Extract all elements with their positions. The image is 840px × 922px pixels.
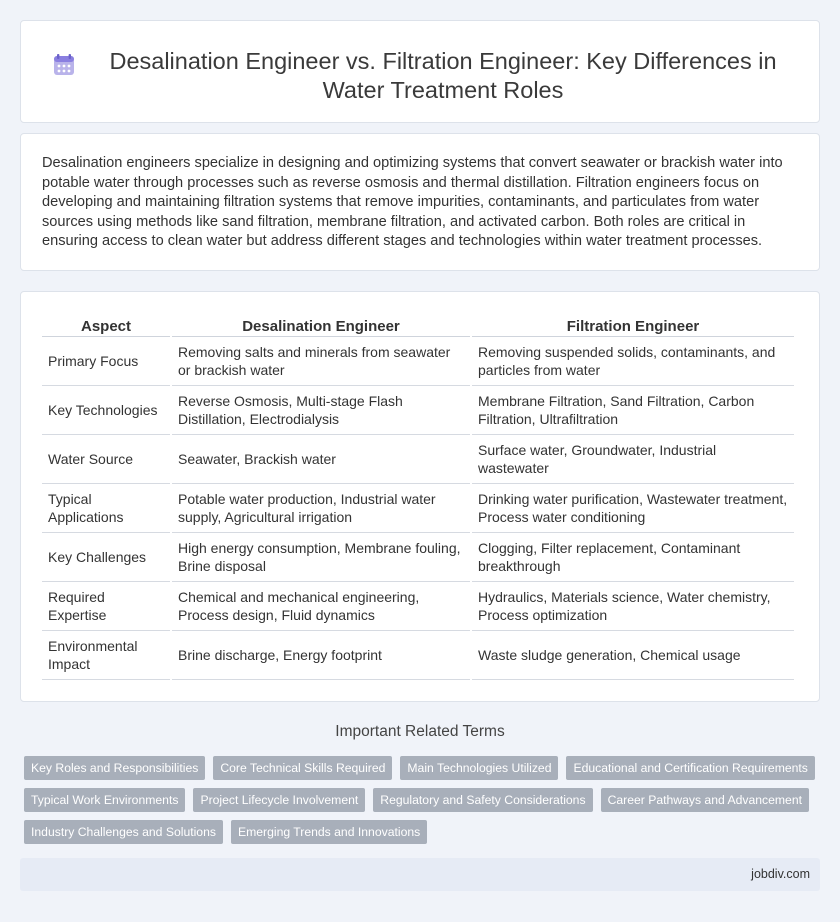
cell-desalination: Removing salts and minerals from seawater or brackish water bbox=[172, 337, 470, 386]
comparison-table bbox=[40, 312, 796, 680]
header-filtration: Filtration Engineer bbox=[472, 312, 794, 337]
cell-desalination: High energy consumption, Membrane fouling, Brine disposal bbox=[172, 533, 470, 582]
cell-desalination: Brine discharge, Energy footprint bbox=[172, 631, 470, 680]
cell-filtration: Hydraulics, Materials science, Water chemistry, Process optimization bbox=[472, 582, 794, 631]
cell-aspect: Key Technologies bbox=[42, 386, 170, 435]
cell-aspect: Typical Applications bbox=[42, 484, 170, 533]
footer-site-link[interactable]: jobdiv.com bbox=[751, 867, 810, 881]
tag-regulatory-safety[interactable]: Regulatory and Safety Considerations bbox=[373, 788, 592, 812]
title-wrap bbox=[21, 21, 819, 105]
cell-aspect: Environmental Impact bbox=[42, 631, 170, 680]
cell-filtration: Drinking water purification, Wastewater treatment, Process water conditioning bbox=[472, 484, 794, 533]
tag-row bbox=[24, 820, 824, 844]
calendar-icon bbox=[52, 53, 76, 77]
cell-aspect: Primary Focus bbox=[42, 337, 170, 386]
table-row bbox=[42, 631, 794, 680]
header-desalination: Desalination Engineer bbox=[172, 312, 470, 337]
cell-aspect: Water Source bbox=[42, 435, 170, 484]
tag-row bbox=[24, 788, 824, 812]
cell-filtration: Membrane Filtration, Sand Filtration, Carbon Filtration, Ultrafiltration bbox=[472, 386, 794, 435]
tag-project-lifecycle[interactable]: Project Lifecycle Involvement bbox=[193, 788, 365, 812]
cell-desalination: Chemical and mechanical engineering, Process design, Fluid dynamics bbox=[172, 582, 470, 631]
footer bbox=[20, 858, 820, 891]
cell-filtration: Waste sludge generation, Chemical usage bbox=[472, 631, 794, 680]
tag-main-technologies[interactable]: Main Technologies Utilized bbox=[400, 756, 558, 780]
tag-emerging-trends[interactable]: Emerging Trends and Innovations bbox=[231, 820, 427, 844]
page-title: Desalination Engineer vs. Filtration Engineer: Key Differences in Water Treatment Roles bbox=[109, 48, 777, 103]
intro-card bbox=[20, 133, 820, 271]
table-row bbox=[42, 435, 794, 484]
cell-desalination: Reverse Osmosis, Multi-stage Flash Distillation, Electrodialysis bbox=[172, 386, 470, 435]
tag-industry-challenges[interactable]: Industry Challenges and Solutions bbox=[24, 820, 223, 844]
header-aspect: Aspect bbox=[42, 312, 170, 337]
table-row bbox=[42, 484, 794, 533]
table-header-row bbox=[42, 312, 794, 337]
cell-aspect: Required Expertise bbox=[42, 582, 170, 631]
table-row bbox=[42, 582, 794, 631]
tag-education-certification[interactable]: Educational and Certification Requirements bbox=[566, 756, 814, 780]
cell-filtration: Clogging, Filter replacement, Contaminant breakthrough bbox=[472, 533, 794, 582]
tag-core-skills[interactable]: Core Technical Skills Required bbox=[213, 756, 392, 780]
cell-filtration: Surface water, Groundwater, Industrial wastewater bbox=[472, 435, 794, 484]
tag-key-roles[interactable]: Key Roles and Responsibilities bbox=[24, 756, 205, 780]
table-row bbox=[42, 533, 794, 582]
cell-desalination: Seawater, Brackish water bbox=[172, 435, 470, 484]
cell-aspect: Key Challenges bbox=[42, 533, 170, 582]
related-terms-tags bbox=[24, 756, 824, 852]
cell-filtration: Removing suspended solids, contaminants, and particles from water bbox=[472, 337, 794, 386]
cell-desalination: Potable water production, Industrial water supply, Agricultural irrigation bbox=[172, 484, 470, 533]
header-card bbox=[20, 20, 820, 123]
tag-career-pathways[interactable]: Career Pathways and Advancement bbox=[601, 788, 809, 812]
related-terms-title: Important Related Terms bbox=[335, 723, 505, 740]
table-row bbox=[42, 386, 794, 435]
table-row bbox=[42, 337, 794, 386]
tag-work-environments[interactable]: Typical Work Environments bbox=[24, 788, 185, 812]
comparison-card bbox=[20, 291, 820, 702]
tag-row bbox=[24, 756, 824, 780]
intro-paragraph: Desalination engineers specialize in designing and optimizing systems that convert seawater or brackish water into potable water through processes such as reverse osmosis and thermal distillation. Filtration engineers focus on developing and maintaining filtration systems that remove impurities, contaminants, and particulates from water sources using methods like sand filtration, membrane filtration, and activated carbon. Both roles are critical in ensuring access to clean water but address different stages and technologies within water treatment processes. bbox=[42, 155, 783, 250]
